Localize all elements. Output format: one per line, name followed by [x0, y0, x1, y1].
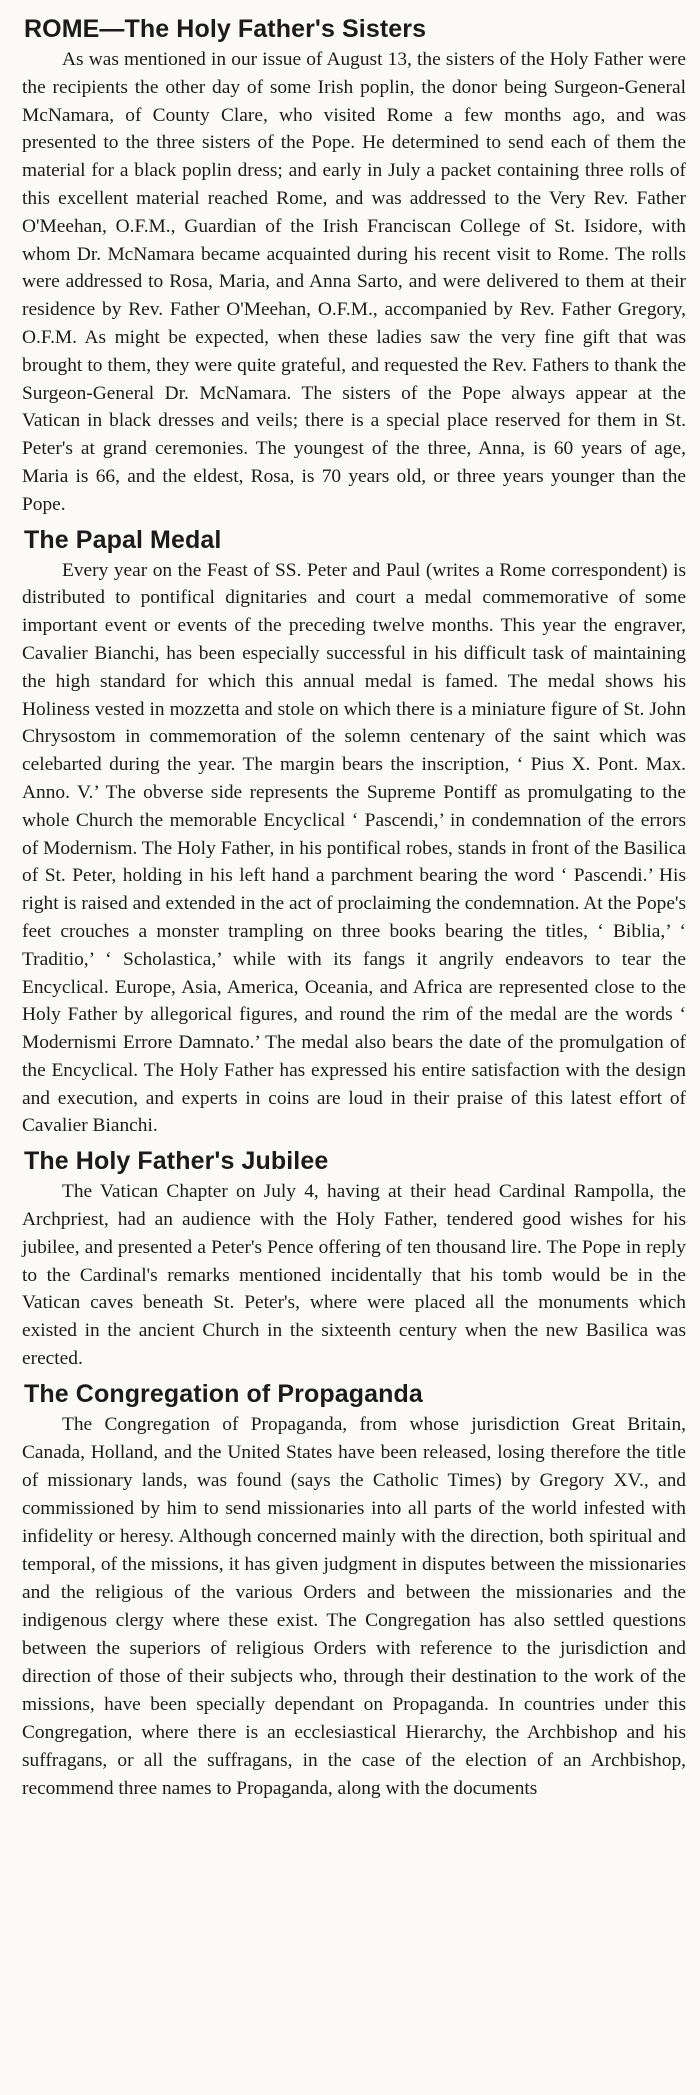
article-heading: ROME—The Holy Father's Sisters	[24, 15, 427, 43]
article-body: The Congregation of Propaganda, from whose jurisdiction Great Britain, Canada, Holland, and the United States have been released, losing therefore the title of missionary lands, was found (says the Catholic Times) by Gregory XV., and commissioned by him to send missionaries into all parts of the world infested with infidelity or heresy. Although concerned mainly with the direction, both spiritual and temporal, of the missions, it has given judgment in disputes between the missionaries and the religious of the various Orders and between the missionaries and the indigenous clergy where these exist. The Congregation has also settled questions between the superiors of religious Orders with reference to the jurisdiction and direction of those of their subjects who, through their destination to the work of the missions, have been specially dependant on Propaganda. In countries under this Congregation, where there is an ecclesiastical Hierarchy, the Archbishop and his suffragans, or all the suffragans, in the case of the election of an Archbishop, recommend three names to Propaganda, along with the documents	[22, 1413, 686, 1799]
article-heading: The Congregation of Propaganda	[24, 1379, 423, 1408]
article-body: Every year on the Feast of SS. Peter and Paul (writes a Rome correspondent) is distributed to pontifical dignitaries and court a medal commemorative of some important event or events of the preceding twelve months. This year the engraver, Cavalier Bianchi, has been especially successful in his difficult task of maintaining the high standard for which this annual medal is famed. The medal shows his Holiness vested in mozzetta and stole on which there is a miniature figure of St. John Chrysostom in commemoration of the solemn centenary of the saint which was celebarted during the year. The margin bears the inscription, ‘ Pius X. Pont. Max. Anno. V.’ The obverse side represents the Supreme Pontiff as promulgating to the whole Church the memorable Encyclical ‘ Pascendi,’ in condemnation of the errors of Modernism. The Holy Father, in his pontifical robes, stands in front of the Basilica of St. Peter, holding in his left hand a parchment bearing the word ‘ Pascendi.’ His right is raised and extended in the act of proclaiming the condemnation. At the Pope's feet crouches a monster trampling on three books bearing the titles, ‘ Biblia,’ ‘ Traditio,’ ‘ Scholastica,’ while with its fangs it angrily endeavors to tear the Encyclical. Europe, Asia, America, Oceania, and Africa are represented close to the Holy Father by allegorical figures, and round the rim of the medal are the words ‘ Modernismi Errore Damnato.’ The medal also bears the date of the promulgation of the Encyclical. The Holy Father has expressed his entire satisfaction with the design and execution, and experts in coins are loud in their praise of this latest effort of Cavalier Bianchi.	[22, 559, 686, 1137]
article-holy-fathers-jubilee	[22, 1146, 686, 1373]
article-body: As was mentioned in our issue of August 13, the sisters of the Holy Father were the recipients the other day of some Irish poplin, the donor being Surgeon-General McNamara, of County Clare, who visited Rome a few months ago, and was presented to the three sisters of the Pope. He determined to send each of them the material for a black poplin dress; and early in July a packet containing three rolls of this excellent material reached Rome, and was addressed to the Very Rev. Father O'Meehan, O.F.M., Guardian of the Irish Franciscan College of St. Isidore, with whom Dr. McNamara became acquainted during his recent visit to Rome. The rolls were addressed to Rosa, Maria, and Anna Sarto, and were delivered to them at their residence by Rev. Father O'Meehan, O.F.M., accompanied by Rev. Father Gregory, O.F.M. As might be expected, when these ladies saw the very fine gift that was brought to them, they were quite grateful, and requested the Rev. Fathers to thank the Surgeon-General Dr. McNamara. The sisters of the Pope always appear at the Vatican in black dresses and veils; there is a special place reserved for them in St. Peter's at grand ceremonies. The youngest of the three, Anna, is 60 years of age, Maria is 66, and the eldest, Rosa, is 70 years old, or three years younger than the Pope.	[22, 49, 686, 515]
article-body: The Vatican Chapter on July 4, having at their head Cardinal Rampolla, the Archpriest, had an audience with the Holy Father, tendered good wishes for his jubilee, and presented a Peter's Pence offering of ten thousand lire. The Pope in reply to the Cardinal's remarks mentioned incidentally that his tomb would be in the Vatican caves beneath St. Peter's, where were placed all the monuments which existed in the ancient Church in the sixteenth century when the new Basilica was erected.	[22, 1181, 686, 1370]
article-heading: The Papal Medal	[24, 525, 222, 554]
article-congregation-of-propaganda	[22, 1379, 686, 1803]
article-heading: The Holy Father's Jubilee	[24, 1147, 329, 1176]
article-papal-medal	[22, 525, 686, 1141]
article-holy-fathers-sisters	[22, 14, 686, 519]
